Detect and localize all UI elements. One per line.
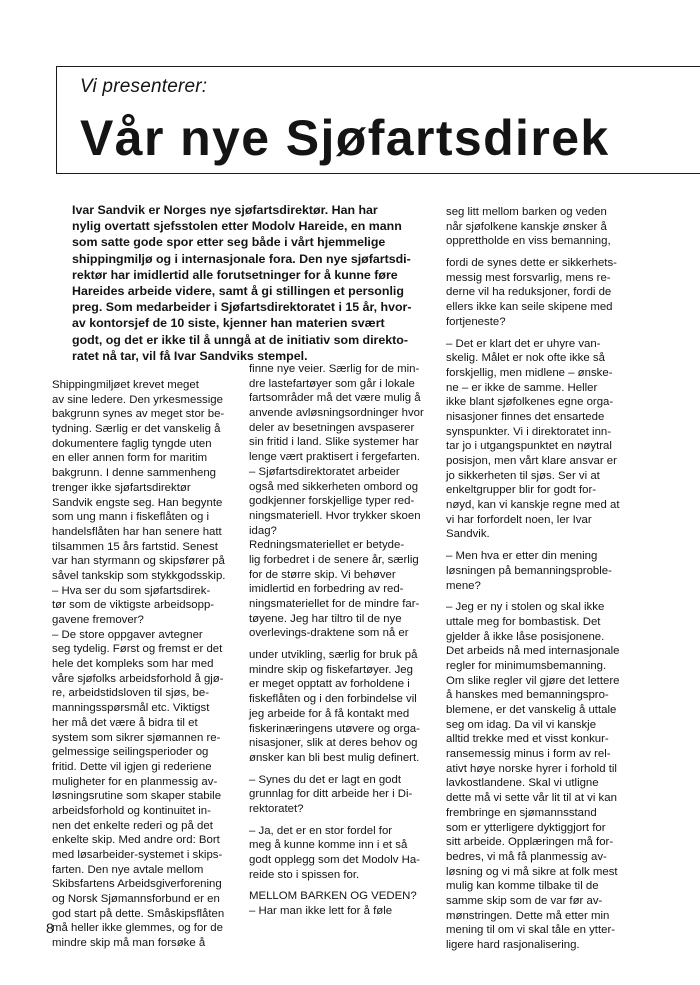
text-line: hele det kompleks som har med: [52, 658, 214, 671]
paragraph-gap: [249, 882, 441, 889]
text-line: og Norsk Sjømannsforbund er en: [52, 893, 220, 906]
text-line: lavkostlandene. Skal vi utligne: [446, 777, 599, 790]
text-line: bedres, vi må få planmessig av-: [446, 850, 607, 863]
column-3: [446, 205, 642, 953]
text-line: godt, og det er ikke til å unngå at de initiativ som direkto-: [72, 332, 408, 347]
text-line: nøyd, kan vi kanskje regne med at: [446, 499, 620, 512]
text-line: Sandvik.: [446, 528, 490, 541]
text-line: tør som de viktigste arbeidsopp-: [52, 599, 215, 612]
text-line: for de større skip. Vi behøver: [249, 568, 396, 581]
text-line: dette må vi sette vår lit til at vi kan: [446, 792, 617, 805]
text-line: ellers ikke kan seile skipene med: [446, 301, 613, 314]
text-line: en eller annen form for maritim: [52, 452, 208, 465]
text-line: er meget opptatt av forholdene i: [249, 678, 410, 691]
text-line: Hareides arbeide videre, samt å gi stillingen et personlig: [72, 284, 404, 299]
text-line: gavene fremover?: [52, 614, 144, 626]
text-line: ningsmateriell. Hvor trykker skoen: [249, 509, 421, 522]
text-line: her må det være å bidra til et: [52, 716, 198, 729]
text-line: av kontorsjef de 10 siste, kjenner han materien svært: [72, 316, 385, 331]
text-line: mulig kan komme tilbake til de: [446, 880, 599, 893]
text-line: Det arbeids nå med internasjonale: [446, 645, 620, 658]
text-line: som satte gode spor etter seg både i vårt hjemmelige: [72, 235, 386, 250]
text-line: var han styrmann og skipsfører på: [52, 555, 225, 568]
text-line: enkeltgrupper blir for godt for-: [446, 484, 597, 497]
text-line: mene?: [446, 579, 481, 592]
text-line: Redningsmateriellet er betyde-: [249, 539, 405, 552]
text-line: fiskerinæringens utøvere og orga-: [249, 722, 420, 735]
text-line: nisasjoner, slik at deres behov og: [249, 737, 418, 750]
text-line: med løsarbeider-systemet i skips-: [52, 849, 223, 861]
text-line: godkjenner forskjellige typer red-: [249, 495, 415, 508]
text-line: skelig. Målet er nok ofte ikke så: [446, 352, 605, 365]
text-line: arbeidsforhold og kontinuitet in-: [52, 804, 211, 817]
text-line: under utvikling, særlig for bruk på: [249, 649, 418, 662]
page-number: 8: [46, 920, 54, 936]
text-line: gelmessige seilingsperioder og: [52, 746, 209, 759]
text-line: regler for minimumsbemanning.: [446, 659, 607, 672]
text-line: lig forbedret i de senere år, særlig: [249, 553, 419, 566]
column-2: [249, 362, 441, 919]
text-line: å hanskes med bemanningspro-: [446, 689, 609, 702]
text-line: – De store oppgaver avtegner: [52, 628, 203, 641]
paragraph-gap: [249, 817, 441, 824]
text-line: løsningsrutine som skaper stabile: [52, 790, 222, 803]
text-line: ativt høye norske hyrer i forhold til: [446, 762, 617, 775]
text-line: opprettholde en viss bemanning,: [446, 235, 611, 248]
text-line: fiskeflåten og i den forbindelse vil: [249, 693, 417, 706]
text-line: enkelte skip. Med andre ord: Bort: [52, 834, 220, 847]
text-line: tydning. Særlig er det vanskelig å: [52, 423, 221, 436]
text-line: god start på dette. Småskipsflåten: [52, 907, 225, 920]
text-line: seg tydelig. Først og fremst er det: [52, 643, 223, 656]
text-line: vi har forfordelt noen, ler Ivar: [446, 513, 592, 526]
text-line: Sandvik engste seg. Han begynte: [52, 496, 223, 509]
text-line: meg å kunne komme inn i et så: [249, 839, 408, 852]
text-line: messig mest forsvarlig, mens re-: [446, 271, 611, 284]
text-line: handelsflåten har han senere hatt: [52, 525, 222, 538]
text-line: ratet nå tar, vil få Ivar Sandviks stempel.: [72, 348, 308, 363]
text-line: ønsker kan bli best mulig definert.: [249, 751, 420, 764]
text-line: anvende avløsningsordninger hvor: [249, 407, 424, 420]
text-line: løsning og vi må sikre at folk mest: [446, 865, 618, 878]
text-line: seg om idag. Da vil vi kanskje: [446, 718, 597, 731]
text-line: fordi de synes dette er sikkerhets-: [446, 257, 617, 270]
text-line: alltid trekke med et visst konkur-: [446, 733, 609, 746]
text-line: samme skip som de var før av-: [446, 894, 603, 907]
text-line: mønstringen. Dette må etter min: [446, 909, 610, 922]
text-line: derne vil ha reduksjoner, fordi de: [446, 286, 612, 299]
text-line: dre lastefartøyer som går i lokale: [249, 377, 415, 390]
text-line: bakgrunn synes av meget stor be-: [52, 408, 225, 421]
text-line: – Har man ikke lett for å føle: [249, 905, 393, 918]
text-line: ikke blant sjøfolkenes egne orga-: [446, 396, 614, 409]
text-line: – Det er klart det er uhyre van-: [446, 337, 601, 350]
text-line: jeg arbeide for å få kontakt med: [249, 707, 410, 720]
text-line: shippingmiljø og i internasjonale fora. Den nye sjøfartsdi-: [72, 251, 411, 266]
text-line: Shippingmiljøet krevet meget: [52, 379, 199, 391]
text-line: Ivar Sandvik er Norges nye sjøfartsdirektør. Han har: [72, 203, 378, 217]
text-line: ligere hard rasjonalisering.: [446, 939, 580, 951]
text-line: frembringe en sjømannsstand: [446, 806, 597, 819]
text-line: seg litt mellom barken og veden: [446, 206, 607, 218]
text-line: system som sikrer sjømannen re-: [52, 731, 221, 744]
text-line: synspunkter. Vi i direktoratet inn-: [446, 425, 612, 438]
text-line: ne – er ikke de samme. Heller: [446, 381, 598, 394]
text-line: tøyene. Jeg har tiltro til de nye: [249, 612, 402, 625]
text-line: fortjeneste?: [446, 315, 506, 328]
text-line: grunnlag for ditt arbeide her i Di-: [249, 788, 413, 801]
lead-paragraph: [72, 202, 422, 364]
text-line: bakgrunn. I denne sammenheng: [52, 467, 217, 480]
paragraph-gap: [446, 249, 642, 256]
kicker: Vi presenterer:: [80, 76, 208, 97]
paragraph-gap: [249, 641, 441, 648]
text-line: rektør har imidlertid alle forutsetninger for å kunne føre: [72, 267, 398, 282]
text-line: reide sto i spissen for.: [249, 868, 360, 881]
text-line: – Synes du det er lagt en godt: [249, 773, 401, 786]
text-line: overlevings-draktene som nå er: [249, 627, 409, 640]
text-line: tilsammen 15 års fartstid. Senest: [52, 540, 218, 553]
text-line: forskjellig, men midlene – ønske-: [446, 366, 613, 379]
text-line: sitt arbeide. Opplæringen må for-: [446, 836, 614, 849]
text-line: MELLOM BARKEN OG VEDEN?: [249, 890, 417, 903]
text-line: rektoratet?: [249, 802, 304, 815]
text-line: også med sikkerheten ombord og: [249, 480, 419, 493]
text-line: såvel tankskip som stykkgodsskip.: [52, 569, 226, 582]
text-line: deler av besetningen avspaserer: [249, 421, 415, 434]
text-line: imidlertid en forbedring av red-: [249, 583, 404, 596]
text-line: ransemessig minus i form av rel-: [446, 748, 611, 761]
text-line: våre sjøfolks arbeidsforhold å gjø-: [52, 672, 224, 685]
text-line: tar jo i utgangspunktet en nøytral: [446, 440, 612, 453]
text-line: nylig overtatt sjefsstolen etter Modolv Hareide, en mann: [72, 219, 402, 234]
text-line: fartsområder må det være mulig å: [249, 392, 421, 405]
text-line: godt opplegg som det Modolv Ha-: [249, 854, 420, 866]
text-line: Om slike regler vil gjøre det lettere: [446, 674, 620, 687]
text-line: ningsmateriellet for de mindre far-: [249, 598, 420, 610]
text-line: – Ja, det er en stor fordel for: [249, 824, 393, 837]
text-line: må heller ikke glemmes, og for de: [52, 922, 223, 935]
text-line: av sine ledere. Den yrkesmessige: [52, 393, 223, 406]
text-line: dokumentere faglig tyngde uten: [52, 437, 212, 450]
text-line: preg. Som medarbeider i Sjøfartsdirektoratet i 15 år, hvor-: [72, 300, 412, 315]
text-line: løsningen på bemanningsproble-: [446, 564, 612, 577]
text-line: nen det enkelte rederi og på det: [52, 819, 213, 832]
text-line: når sjøfolkene kanskje ønsker å: [446, 220, 607, 233]
text-line: re, arbeidstidsloven til sjøs, be-: [52, 687, 209, 700]
text-line: mindre skip må man forsøke å: [52, 937, 206, 950]
text-line: jo sikkerheten til sjøs. Ser vi at: [446, 469, 600, 482]
text-line: – Jeg er ny i stolen og skal ikke: [446, 601, 605, 614]
text-line: finne nye veier. Særlig for de min-: [249, 363, 420, 375]
text-line: trenger ikke sjøfartsdirektør: [52, 481, 191, 494]
text-line: – Sjøfartsdirektoratet arbeider: [249, 465, 400, 478]
text-line: sin fritid i land. Slike systemer har: [249, 436, 419, 449]
text-line: nisasjoner finnes det ensartede: [446, 410, 605, 423]
headline: Vår nye Sjøfartsdirek: [80, 110, 610, 166]
text-line: manningsspørsmål etc. Viktigst: [52, 702, 210, 715]
text-line: gjelder å ikke låse posisjonene.: [446, 630, 605, 643]
text-line: Skibsfartens Arbeidsgiverforening: [52, 878, 222, 891]
text-line: mening til om vi skal tåle en ytter-: [446, 924, 616, 937]
text-line: som ung mann i fiskeflåten og i: [52, 511, 210, 524]
text-line: – Hva ser du som sjøfartsdirek-: [52, 584, 211, 597]
paragraph-gap: [249, 766, 441, 773]
text-line: lenge vært praktisert i fergefarten.: [249, 451, 420, 464]
text-line: farten. Den nye avtale mellom: [52, 863, 204, 876]
column-1: [52, 378, 248, 951]
text-line: mindre skip og fiskefartøyer. Jeg: [249, 663, 413, 676]
text-line: som er ytterligere dyktiggjort for: [446, 821, 606, 834]
text-line: idag?: [249, 524, 277, 537]
text-line: blemene, er det vanskelig å uttale: [446, 704, 617, 716]
text-line: – Men hva er etter din mening: [446, 550, 598, 563]
text-line: muligheter for en planmessig av-: [52, 775, 218, 788]
paragraph-gap: [446, 542, 642, 549]
paragraph-gap: [446, 593, 642, 600]
text-line: fritid. Dette vil igjen gi rederiene: [52, 760, 212, 773]
text-line: posisjon, men vårt klare ansvar er: [446, 455, 617, 467]
paragraph-gap: [446, 330, 642, 337]
text-line: uttale meg for bombastisk. Det: [446, 615, 601, 628]
